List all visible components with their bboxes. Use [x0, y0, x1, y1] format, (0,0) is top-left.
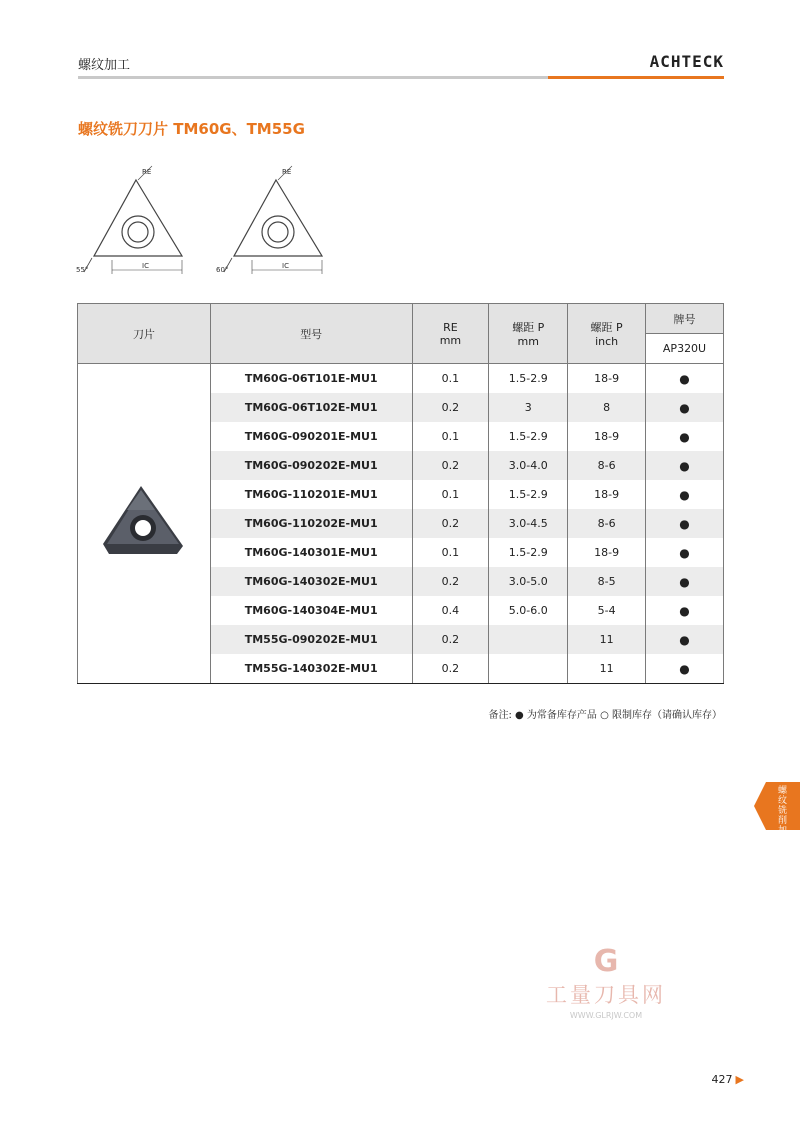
re-label: RE [282, 168, 292, 176]
cell-model: TM55G-140302E-MU1 [210, 654, 412, 684]
cell-model: TM60G-06T102E-MU1 [210, 393, 412, 422]
chapter-tab[interactable] [754, 782, 800, 830]
cell-pitch-inch: 18-9 [568, 422, 646, 451]
spec-table [77, 303, 724, 684]
col-model: 型号 [210, 304, 412, 364]
re-label: RE [142, 168, 152, 176]
cell-pitch-mm [489, 625, 568, 654]
insert-photo [78, 364, 211, 684]
cell-model: TM60G-090202E-MU1 [210, 451, 412, 480]
cell-pitch-mm: 5.0-6.0 [489, 596, 568, 625]
col-pitch-inch: 螺距 P inch [568, 304, 646, 364]
cell-stock-dot: ● [646, 538, 724, 567]
watermark-name: 工量刀具网 [546, 983, 666, 1007]
page-title: 螺纹铣刀刀片 TM60G、TM55G [78, 120, 305, 138]
next-page-icon: ▶ [735, 1073, 744, 1086]
cell-re: 0.2 [412, 509, 489, 538]
cell-model: TM60G-140301E-MU1 [210, 538, 412, 567]
insert-image-icon [99, 482, 189, 562]
cell-stock-dot: ● [646, 480, 724, 509]
cell-model: TM60G-110202E-MU1 [210, 509, 412, 538]
insert-diagram [72, 160, 372, 280]
cell-model: TM60G-110201E-MU1 [210, 480, 412, 509]
cell-stock-dot: ● [646, 451, 724, 480]
cell-stock-dot: ● [646, 364, 724, 394]
cell-model: TM60G-06T101E-MU1 [210, 364, 412, 394]
cell-pitch-inch: 8-6 [568, 509, 646, 538]
cell-re: 0.2 [412, 625, 489, 654]
cell-pitch-mm: 1.5-2.9 [489, 480, 568, 509]
header-rule [78, 76, 548, 79]
cell-model: TM60G-140302E-MU1 [210, 567, 412, 596]
angle-60-label: 60° [216, 266, 229, 274]
page-number [712, 1073, 744, 1086]
angle-55-label: 55° [76, 266, 89, 274]
cell-re: 0.2 [412, 567, 489, 596]
header-rule-accent [548, 76, 724, 79]
ic-label: IC [282, 262, 289, 270]
cell-re: 0.1 [412, 364, 489, 394]
diagram-55 [76, 166, 182, 274]
cell-re: 0.1 [412, 480, 489, 509]
watermark [536, 944, 676, 1020]
col-re: RE mm [412, 304, 489, 364]
cell-stock-dot: ● [646, 509, 724, 538]
page-number-text: 427 [711, 1073, 733, 1086]
cell-pitch-inch: 8-6 [568, 451, 646, 480]
cell-re: 0.2 [412, 451, 489, 480]
cell-re: 0.2 [412, 393, 489, 422]
cell-pitch-mm [489, 654, 568, 684]
cell-stock-dot: ● [646, 596, 724, 625]
cell-pitch-mm: 1.5-2.9 [489, 364, 568, 394]
col-grade-name: AP320U [646, 334, 724, 364]
cell-pitch-inch: 18-9 [568, 538, 646, 567]
cell-re: 0.2 [412, 654, 489, 684]
cell-stock-dot: ● [646, 422, 724, 451]
chapter-tab-label: 螺纹铣削加工 [778, 786, 788, 846]
brand-logo: ACHTECK [649, 52, 724, 71]
table-row [78, 364, 724, 394]
cell-stock-dot: ● [646, 654, 724, 684]
col-insert: 刀片 [78, 304, 211, 364]
cell-pitch-mm: 3 [489, 393, 568, 422]
cell-pitch-mm: 3.0-4.0 [489, 451, 568, 480]
cell-pitch-mm: 3.0-5.0 [489, 567, 568, 596]
cell-re: 0.1 [412, 538, 489, 567]
cell-model: TM55G-090202E-MU1 [210, 625, 412, 654]
watermark-logo: G [593, 944, 619, 979]
cell-re: 0.4 [412, 596, 489, 625]
watermark-url: WWW.GLRJW.COM [569, 1011, 643, 1020]
cell-pitch-inch: 8 [568, 393, 646, 422]
cell-pitch-inch: 5-4 [568, 596, 646, 625]
cell-stock-dot: ● [646, 625, 724, 654]
cell-pitch-inch: 8-5 [568, 567, 646, 596]
diagram-60 [216, 166, 322, 274]
col-pitch-mm: 螺距 P mm [489, 304, 568, 364]
cell-stock-dot: ● [646, 567, 724, 596]
cell-pitch-mm: 1.5-2.9 [489, 538, 568, 567]
stock-note: 备注: ● 为常备库存产品 ○ 限制库存（请确认库存） [488, 710, 722, 721]
section-title: 螺纹加工 [78, 58, 131, 73]
cell-pitch-inch: 11 [568, 625, 646, 654]
cell-pitch-mm: 3.0-4.5 [489, 509, 568, 538]
cell-pitch-inch: 11 [568, 654, 646, 684]
cell-pitch-inch: 18-9 [568, 364, 646, 394]
col-grade: 牌号 [646, 304, 724, 334]
cell-re: 0.1 [412, 422, 489, 451]
cell-pitch-inch: 18-9 [568, 480, 646, 509]
cell-stock-dot: ● [646, 393, 724, 422]
cell-pitch-mm: 1.5-2.9 [489, 422, 568, 451]
cell-model: TM60G-140304E-MU1 [210, 596, 412, 625]
ic-label: IC [142, 262, 149, 270]
cell-model: TM60G-090201E-MU1 [210, 422, 412, 451]
